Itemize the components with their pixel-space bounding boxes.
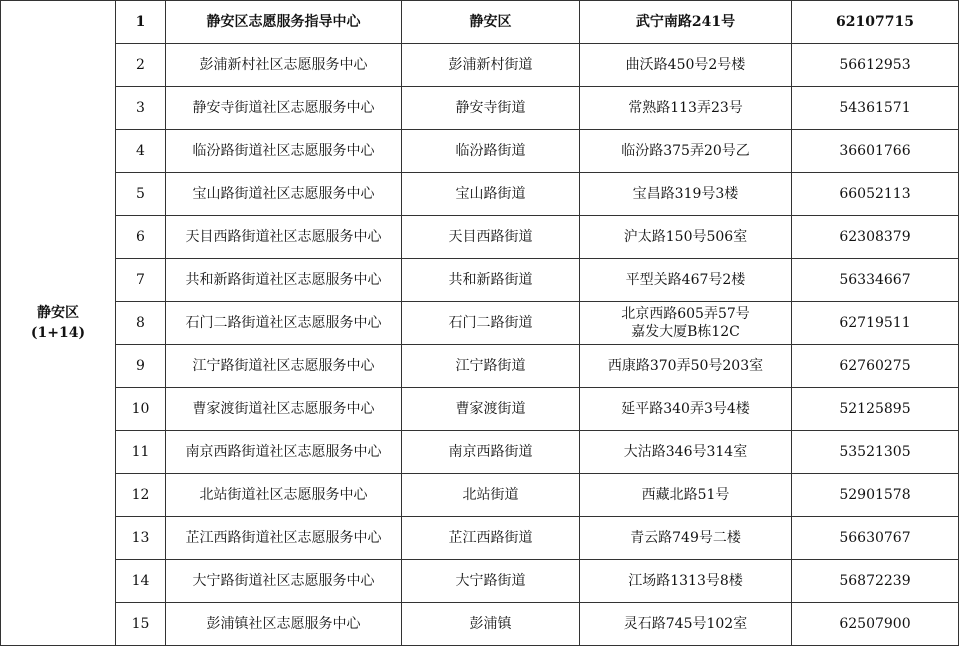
row-number: 3 — [116, 87, 166, 130]
street-name: 南京西路街道 — [402, 431, 580, 474]
district-cell — [1, 1, 116, 646]
center-name: 静安区志愿服务指导中心 — [166, 1, 402, 44]
address-cell — [580, 345, 792, 388]
table-row — [1, 431, 959, 474]
address-line: 江场路1313号8楼 — [628, 573, 743, 589]
address-line: 延平路340弄3号4楼 — [621, 401, 750, 417]
table-row — [1, 560, 959, 603]
table-row — [1, 259, 959, 302]
center-name: 宝山路街道社区志愿服务中心 — [166, 173, 402, 216]
address-cell — [580, 1, 792, 44]
row-number: 5 — [116, 173, 166, 216]
address-line: 武宁南路241号 — [635, 14, 736, 30]
table-row — [1, 44, 959, 87]
center-name: 北站街道社区志愿服务中心 — [166, 474, 402, 517]
row-number: 10 — [116, 388, 166, 431]
table-row — [1, 173, 959, 216]
address-cell — [580, 259, 792, 302]
street-name: 大宁路街道 — [402, 560, 580, 603]
row-number: 13 — [116, 517, 166, 560]
address-cell — [580, 173, 792, 216]
row-number: 9 — [116, 345, 166, 388]
address-line: 青云路749号二楼 — [630, 530, 741, 546]
address-cell — [580, 87, 792, 130]
address-cell — [580, 560, 792, 603]
row-number: 1 — [116, 1, 166, 44]
address-cell — [580, 603, 792, 646]
table-row — [1, 302, 959, 345]
table-body — [1, 1, 959, 646]
address-cell — [580, 130, 792, 173]
address-cell — [580, 431, 792, 474]
center-name: 南京西路街道社区志愿服务中心 — [166, 431, 402, 474]
street-name: 北站街道 — [402, 474, 580, 517]
row-number: 4 — [116, 130, 166, 173]
phone-number: 54361571 — [792, 87, 959, 130]
table-row — [1, 87, 959, 130]
phone-number: 56630767 — [792, 517, 959, 560]
address-line-2: 嘉发大厦B栋12C — [631, 324, 740, 340]
address-cell — [580, 474, 792, 517]
table-row — [1, 216, 959, 259]
street-name: 宝山路街道 — [402, 173, 580, 216]
street-name: 曹家渡街道 — [402, 388, 580, 431]
row-number: 15 — [116, 603, 166, 646]
row-number: 12 — [116, 474, 166, 517]
address-line: 平型关路467号2楼 — [625, 272, 746, 288]
table-row — [1, 345, 959, 388]
row-number: 7 — [116, 259, 166, 302]
address-line: 常熟路113弄23号 — [628, 100, 743, 116]
row-number: 2 — [116, 44, 166, 87]
district-count: (1+14) — [30, 325, 86, 341]
phone-number: 62308379 — [792, 216, 959, 259]
center-name: 彭浦镇社区志愿服务中心 — [166, 603, 402, 646]
phone-number: 66052113 — [792, 173, 959, 216]
table-row — [1, 603, 959, 646]
address-cell — [580, 388, 792, 431]
table-row — [1, 474, 959, 517]
address-line: 沪太路150号506室 — [623, 229, 748, 245]
table-row — [1, 130, 959, 173]
street-name: 静安区 — [402, 1, 580, 44]
street-name: 石门二路街道 — [402, 302, 580, 345]
phone-number: 52901578 — [792, 474, 959, 517]
phone-number: 56334667 — [792, 259, 959, 302]
phone-number: 62760275 — [792, 345, 959, 388]
street-name: 彭浦新村街道 — [402, 44, 580, 87]
address-cell — [580, 302, 792, 345]
address-cell — [580, 44, 792, 87]
address-line: 宝昌路319号3楼 — [632, 186, 739, 202]
phone-number: 62719511 — [792, 302, 959, 345]
phone-number: 36601766 — [792, 130, 959, 173]
center-name: 彭浦新村社区志愿服务中心 — [166, 44, 402, 87]
address-line: 临汾路375弄20号乙 — [621, 143, 750, 159]
table-row — [1, 388, 959, 431]
address-line: 西康路370弄50号203室 — [607, 358, 764, 374]
center-name: 大宁路街道社区志愿服务中心 — [166, 560, 402, 603]
address-line: 大沽路346号314室 — [623, 444, 748, 460]
address-cell — [580, 216, 792, 259]
address-line: 西藏北路51号 — [641, 487, 730, 503]
phone-number: 56872239 — [792, 560, 959, 603]
street-name: 芷江西路街道 — [402, 517, 580, 560]
address-line: 曲沃路450号2号楼 — [625, 57, 746, 73]
address-cell — [580, 517, 792, 560]
street-name: 静安寺街道 — [402, 87, 580, 130]
row-number: 6 — [116, 216, 166, 259]
address-line: 灵石路745号102室 — [623, 616, 748, 632]
center-name: 静安寺街道社区志愿服务中心 — [166, 87, 402, 130]
center-name: 天目西路街道社区志愿服务中心 — [166, 216, 402, 259]
table-row — [1, 517, 959, 560]
street-name: 天目西路街道 — [402, 216, 580, 259]
phone-number: 62107715 — [792, 1, 959, 44]
phone-number: 62507900 — [792, 603, 959, 646]
center-name: 芷江西路街道社区志愿服务中心 — [166, 517, 402, 560]
phone-number: 56612953 — [792, 44, 959, 87]
district-name: 静安区 — [37, 305, 79, 321]
center-name: 共和新路街道社区志愿服务中心 — [166, 259, 402, 302]
center-name: 石门二路街道社区志愿服务中心 — [166, 302, 402, 345]
street-name: 临汾路街道 — [402, 130, 580, 173]
phone-number: 53521305 — [792, 431, 959, 474]
row-number: 11 — [116, 431, 166, 474]
center-name: 曹家渡街道社区志愿服务中心 — [166, 388, 402, 431]
row-number: 8 — [116, 302, 166, 345]
address-line: 北京西路605弄57号 — [621, 306, 750, 322]
row-number: 14 — [116, 560, 166, 603]
center-name: 江宁路街道社区志愿服务中心 — [166, 345, 402, 388]
street-name: 彭浦镇 — [402, 603, 580, 646]
phone-number: 52125895 — [792, 388, 959, 431]
street-name: 共和新路街道 — [402, 259, 580, 302]
center-name: 临汾路街道社区志愿服务中心 — [166, 130, 402, 173]
table-row — [1, 1, 959, 44]
street-name: 江宁路街道 — [402, 345, 580, 388]
